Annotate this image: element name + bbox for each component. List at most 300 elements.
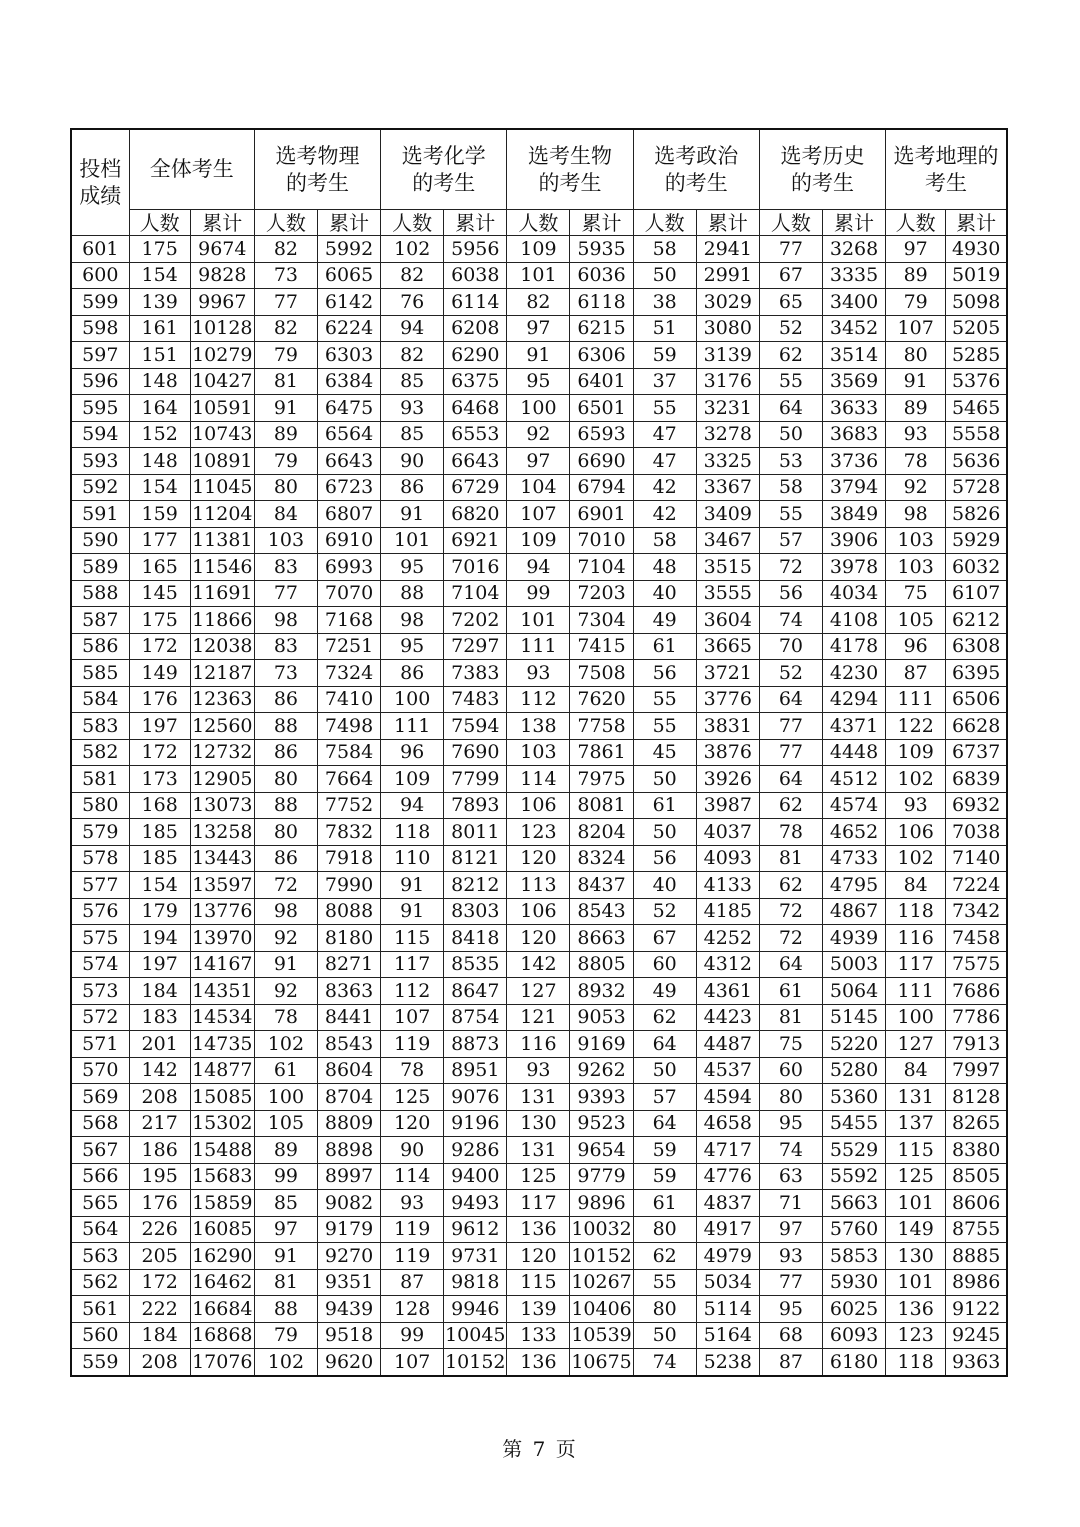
count-cell: 55 [633,1269,696,1296]
score-cell: 577 [71,872,129,899]
cumulative-cell: 9169 [570,1031,633,1058]
cumulative-cell: 8997 [317,1163,380,1190]
cumulative-cell: 7324 [317,660,380,687]
count-cell: 102 [886,845,946,872]
cumulative-cell: 7786 [946,1004,1007,1031]
count-cell: 97 [254,1216,317,1243]
count-cell: 92 [254,925,317,952]
cumulative-cell: 9654 [570,1137,633,1164]
score-cell: 584 [71,686,129,713]
cumulative-cell: 5114 [696,1296,759,1323]
cumulative-cell: 6820 [444,501,507,528]
count-cell: 72 [254,872,317,899]
count-cell: 101 [886,1190,946,1217]
count-cell: 89 [886,262,946,289]
score-cell: 580 [71,792,129,819]
cumulative-cell: 4776 [696,1163,759,1190]
cumulative-cell: 3029 [696,289,759,316]
cumulative-cell: 3555 [696,580,759,607]
cumulative-cell: 7224 [946,872,1007,899]
count-cell: 95 [381,633,444,660]
count-cell: 80 [254,766,317,793]
cumulative-cell: 5935 [570,236,633,263]
cumulative-cell: 5592 [822,1163,885,1190]
count-cell: 94 [507,554,570,581]
count-cell: 122 [886,713,946,740]
cumulative-cell: 9082 [317,1190,380,1217]
cumulative-cell: 5529 [822,1137,885,1164]
score-cell: 582 [71,739,129,766]
cumulative-cell: 8505 [946,1163,1007,1190]
cumulative-cell: 16684 [190,1296,254,1323]
cumulative-cell: 5992 [317,236,380,263]
score-cell: 591 [71,501,129,528]
table-row [71,289,1007,316]
cumulative-cell: 8441 [317,1004,380,1031]
count-cell: 85 [381,368,444,395]
cumulative-cell: 8212 [444,872,507,899]
cumulative-cell: 8204 [570,819,633,846]
cumulative-cell: 9363 [946,1349,1007,1376]
cumulative-cell: 8754 [444,1004,507,1031]
cumulative-cell: 9731 [444,1243,507,1270]
cumulative-cell: 4512 [822,766,885,793]
table-row [71,686,1007,713]
table-row [71,527,1007,554]
count-cell: 79 [886,289,946,316]
cumulative-cell: 6932 [946,792,1007,819]
cumulative-cell: 7584 [317,739,380,766]
cumulative-cell: 8663 [570,925,633,952]
count-cell: 93 [759,1243,822,1270]
cumulative-cell: 6506 [946,686,1007,713]
table-row [71,898,1007,925]
table-row [71,713,1007,740]
count-cell: 52 [759,660,822,687]
cumulative-cell: 3683 [822,421,885,448]
score-cell: 590 [71,527,129,554]
count-cell: 61 [254,1057,317,1084]
count-cell: 78 [886,448,946,475]
cumulative-cell: 10427 [190,368,254,395]
count-cell: 86 [254,739,317,766]
cumulative-cell: 7010 [570,527,633,554]
count-cell: 95 [381,554,444,581]
count-cell: 151 [129,342,190,369]
cumulative-cell: 12363 [190,686,254,713]
count-cell: 93 [381,1190,444,1217]
cumulative-cell: 12560 [190,713,254,740]
count-cell: 176 [129,686,190,713]
table-row [71,1296,1007,1323]
cumulative-cell: 9612 [444,1216,507,1243]
count-cell: 72 [759,898,822,925]
cumulative-cell: 9270 [317,1243,380,1270]
count-cell: 111 [507,633,570,660]
cumulative-cell: 6306 [570,342,633,369]
cumulative-cell: 7594 [444,713,507,740]
count-cell: 131 [507,1084,570,1111]
count-cell: 89 [886,395,946,422]
count-cell: 106 [507,792,570,819]
count-cell: 110 [381,845,444,872]
cumulative-cell: 7415 [570,633,633,660]
count-cell: 40 [633,580,696,607]
cumulative-cell: 16290 [190,1243,254,1270]
count-cell: 50 [633,819,696,846]
cumulative-cell: 6643 [317,448,380,475]
count-cell: 179 [129,898,190,925]
cumulative-cell: 14877 [190,1057,254,1084]
table-row [71,766,1007,793]
cumulative-cell: 14534 [190,1004,254,1031]
count-cell: 77 [759,713,822,740]
cumulative-cell: 4034 [822,580,885,607]
count-cell: 154 [129,872,190,899]
cumulative-cell: 9493 [444,1190,507,1217]
count-cell: 109 [507,527,570,554]
score-cell: 578 [71,845,129,872]
count-cell: 117 [886,951,946,978]
count-cell: 89 [254,1137,317,1164]
count-cell: 90 [381,1137,444,1164]
count-cell: 82 [254,315,317,342]
score-cell: 573 [71,978,129,1005]
count-cell: 77 [254,289,317,316]
cumulative-cell: 7620 [570,686,633,713]
cumulative-cell: 8932 [570,978,633,1005]
header-count: 人数 [129,210,190,236]
cumulative-cell: 10279 [190,342,254,369]
count-cell: 96 [381,739,444,766]
count-cell: 80 [633,1216,696,1243]
count-cell: 55 [633,686,696,713]
cumulative-cell: 3467 [696,527,759,554]
table-row [71,1216,1007,1243]
cumulative-cell: 6910 [317,527,380,554]
count-cell: 99 [254,1163,317,1190]
cumulative-cell: 8363 [317,978,380,1005]
count-cell: 93 [886,421,946,448]
cumulative-cell: 9828 [190,262,254,289]
count-cell: 164 [129,395,190,422]
cumulative-cell: 9896 [570,1190,633,1217]
count-cell: 131 [507,1137,570,1164]
count-cell: 91 [381,898,444,925]
cumulative-cell: 4361 [696,978,759,1005]
cumulative-cell: 5145 [822,1004,885,1031]
cumulative-cell: 5376 [946,368,1007,395]
cumulative-cell: 7575 [946,951,1007,978]
count-cell: 82 [254,236,317,263]
count-cell: 52 [759,315,822,342]
cumulative-cell: 4133 [696,872,759,899]
count-cell: 55 [633,395,696,422]
cumulative-cell: 6401 [570,368,633,395]
cumulative-cell: 6993 [317,554,380,581]
count-cell: 148 [129,448,190,475]
cumulative-cell: 3515 [696,554,759,581]
count-cell: 101 [507,607,570,634]
cumulative-cell: 5760 [822,1216,885,1243]
cumulative-cell: 9779 [570,1163,633,1190]
count-cell: 97 [507,315,570,342]
cumulative-cell: 6142 [317,289,380,316]
cumulative-cell: 15085 [190,1084,254,1111]
cumulative-cell: 7664 [317,766,380,793]
score-cell: 594 [71,421,129,448]
page-number: 第 7 页 [502,1437,578,1461]
cumulative-cell: 9523 [570,1110,633,1137]
count-cell: 197 [129,713,190,740]
cumulative-cell: 3794 [822,474,885,501]
count-cell: 74 [633,1349,696,1376]
cumulative-cell: 7990 [317,872,380,899]
cumulative-cell: 4178 [822,633,885,660]
count-cell: 119 [381,1031,444,1058]
count-cell: 91 [381,501,444,528]
score-cell: 569 [71,1084,129,1111]
count-cell: 136 [507,1216,570,1243]
count-cell: 47 [633,448,696,475]
cumulative-cell: 6038 [444,262,507,289]
cumulative-cell: 7498 [317,713,380,740]
count-cell: 64 [759,686,822,713]
table-row [71,845,1007,872]
count-cell: 131 [886,1084,946,1111]
count-cell: 64 [759,951,822,978]
cumulative-cell: 8606 [946,1190,1007,1217]
count-cell: 154 [129,262,190,289]
cumulative-cell: 8873 [444,1031,507,1058]
cumulative-cell: 5098 [946,289,1007,316]
score-cell: 566 [71,1163,129,1190]
count-cell: 49 [633,978,696,1005]
count-cell: 139 [129,289,190,316]
table-row [71,262,1007,289]
count-cell: 90 [381,448,444,475]
cumulative-cell: 9393 [570,1084,633,1111]
count-cell: 154 [129,474,190,501]
header-count: 人数 [886,210,946,236]
count-cell: 121 [507,1004,570,1031]
cumulative-cell: 8647 [444,978,507,1005]
count-cell: 97 [886,236,946,263]
table-row [71,633,1007,660]
cumulative-cell: 3604 [696,607,759,634]
cumulative-cell: 9076 [444,1084,507,1111]
count-cell: 87 [759,1349,822,1376]
cumulative-cell: 9946 [444,1296,507,1323]
cumulative-cell: 4917 [696,1216,759,1243]
cumulative-cell: 3514 [822,342,885,369]
count-cell: 115 [886,1137,946,1164]
cumulative-cell: 5064 [822,978,885,1005]
table-row [71,1084,1007,1111]
cumulative-cell: 5728 [946,474,1007,501]
cumulative-cell: 4939 [822,925,885,952]
cumulative-cell: 12187 [190,660,254,687]
count-cell: 117 [381,951,444,978]
count-cell: 67 [759,262,822,289]
count-cell: 127 [507,978,570,1005]
cumulative-cell: 6564 [317,421,380,448]
table-row [71,1349,1007,1376]
count-cell: 105 [254,1110,317,1137]
cumulative-cell: 8011 [444,819,507,846]
cumulative-cell: 7686 [946,978,1007,1005]
score-cell: 559 [71,1349,129,1376]
count-cell: 118 [886,1349,946,1376]
cumulative-cell: 6501 [570,395,633,422]
count-cell: 82 [381,342,444,369]
count-cell: 103 [507,739,570,766]
count-cell: 84 [886,1057,946,1084]
count-cell: 68 [759,1322,822,1349]
cumulative-cell: 6025 [822,1296,885,1323]
count-cell: 114 [507,766,570,793]
score-cell: 570 [71,1057,129,1084]
cumulative-cell: 7690 [444,739,507,766]
count-cell: 185 [129,819,190,846]
count-cell: 58 [633,236,696,263]
cumulative-cell: 8265 [946,1110,1007,1137]
count-cell: 49 [633,607,696,634]
count-cell: 97 [507,448,570,475]
count-cell: 86 [254,686,317,713]
count-cell: 185 [129,845,190,872]
cumulative-cell: 3906 [822,527,885,554]
count-cell: 161 [129,315,190,342]
cumulative-cell: 6690 [570,448,633,475]
header-group-politics: 选考政治的考生 [633,129,759,210]
cumulative-cell: 6114 [444,289,507,316]
cumulative-cell: 14167 [190,951,254,978]
cumulative-cell: 4185 [696,898,759,925]
score-cell: 568 [71,1110,129,1137]
count-cell: 226 [129,1216,190,1243]
cumulative-cell: 7168 [317,607,380,634]
cumulative-cell: 7383 [444,660,507,687]
count-cell: 81 [759,1004,822,1031]
count-cell: 103 [886,527,946,554]
cumulative-cell: 4867 [822,898,885,925]
score-cell: 586 [71,633,129,660]
count-cell: 201 [129,1031,190,1058]
count-cell: 103 [886,554,946,581]
cumulative-cell: 8604 [317,1057,380,1084]
count-cell: 42 [633,501,696,528]
count-cell: 62 [759,872,822,899]
cumulative-cell: 4423 [696,1004,759,1031]
score-cell: 574 [71,951,129,978]
count-cell: 76 [381,289,444,316]
count-cell: 50 [633,766,696,793]
count-cell: 95 [507,368,570,395]
count-cell: 123 [886,1322,946,1349]
cumulative-cell: 3176 [696,368,759,395]
count-cell: 61 [759,978,822,1005]
count-cell: 115 [381,925,444,952]
count-cell: 80 [254,474,317,501]
cumulative-cell: 3876 [696,739,759,766]
cumulative-cell: 6303 [317,342,380,369]
cumulative-cell: 4574 [822,792,885,819]
cumulative-cell: 10591 [190,395,254,422]
count-cell: 91 [381,872,444,899]
cumulative-cell: 8755 [946,1216,1007,1243]
score-cell: 563 [71,1243,129,1270]
count-cell: 56 [633,660,696,687]
cumulative-cell: 8180 [317,925,380,952]
cumulative-cell: 6093 [822,1322,885,1349]
cumulative-cell: 7410 [317,686,380,713]
score-cell: 567 [71,1137,129,1164]
count-cell: 48 [633,554,696,581]
count-cell: 45 [633,739,696,766]
header-cumulative: 累计 [444,210,507,236]
count-cell: 104 [507,474,570,501]
count-cell: 139 [507,1296,570,1323]
count-cell: 96 [886,633,946,660]
cumulative-cell: 7799 [444,766,507,793]
count-cell: 56 [633,845,696,872]
cumulative-cell: 10743 [190,421,254,448]
count-cell: 123 [507,819,570,846]
count-cell: 78 [381,1057,444,1084]
score-cell: 601 [71,236,129,263]
count-cell: 58 [759,474,822,501]
count-cell: 50 [633,262,696,289]
cumulative-cell: 10675 [570,1349,633,1376]
count-cell: 88 [254,713,317,740]
header-count: 人数 [381,210,444,236]
cumulative-cell: 6729 [444,474,507,501]
table-row [71,1004,1007,1031]
cumulative-cell: 4371 [822,713,885,740]
count-cell: 95 [759,1296,822,1323]
count-cell: 103 [254,527,317,554]
count-cell: 197 [129,951,190,978]
cumulative-cell: 4230 [822,660,885,687]
count-cell: 99 [381,1322,444,1349]
cumulative-cell: 8437 [570,872,633,899]
cumulative-cell: 3452 [822,315,885,342]
count-cell: 79 [254,1322,317,1349]
count-cell: 77 [759,739,822,766]
count-cell: 149 [886,1216,946,1243]
cumulative-cell: 6118 [570,289,633,316]
count-cell: 120 [381,1110,444,1137]
count-cell: 87 [886,660,946,687]
score-cell: 579 [71,819,129,846]
table-row [71,236,1007,263]
count-cell: 85 [381,421,444,448]
count-cell: 159 [129,501,190,528]
cumulative-cell: 7203 [570,580,633,607]
cumulative-cell: 4717 [696,1137,759,1164]
count-cell: 91 [507,342,570,369]
count-cell: 217 [129,1110,190,1137]
count-cell: 50 [633,1322,696,1349]
cumulative-cell: 13776 [190,898,254,925]
cumulative-cell: 10045 [444,1322,507,1349]
cumulative-cell: 4652 [822,819,885,846]
table-row [71,660,1007,687]
cumulative-cell: 3409 [696,501,759,528]
score-cell: 571 [71,1031,129,1058]
cumulative-cell: 8898 [317,1137,380,1164]
